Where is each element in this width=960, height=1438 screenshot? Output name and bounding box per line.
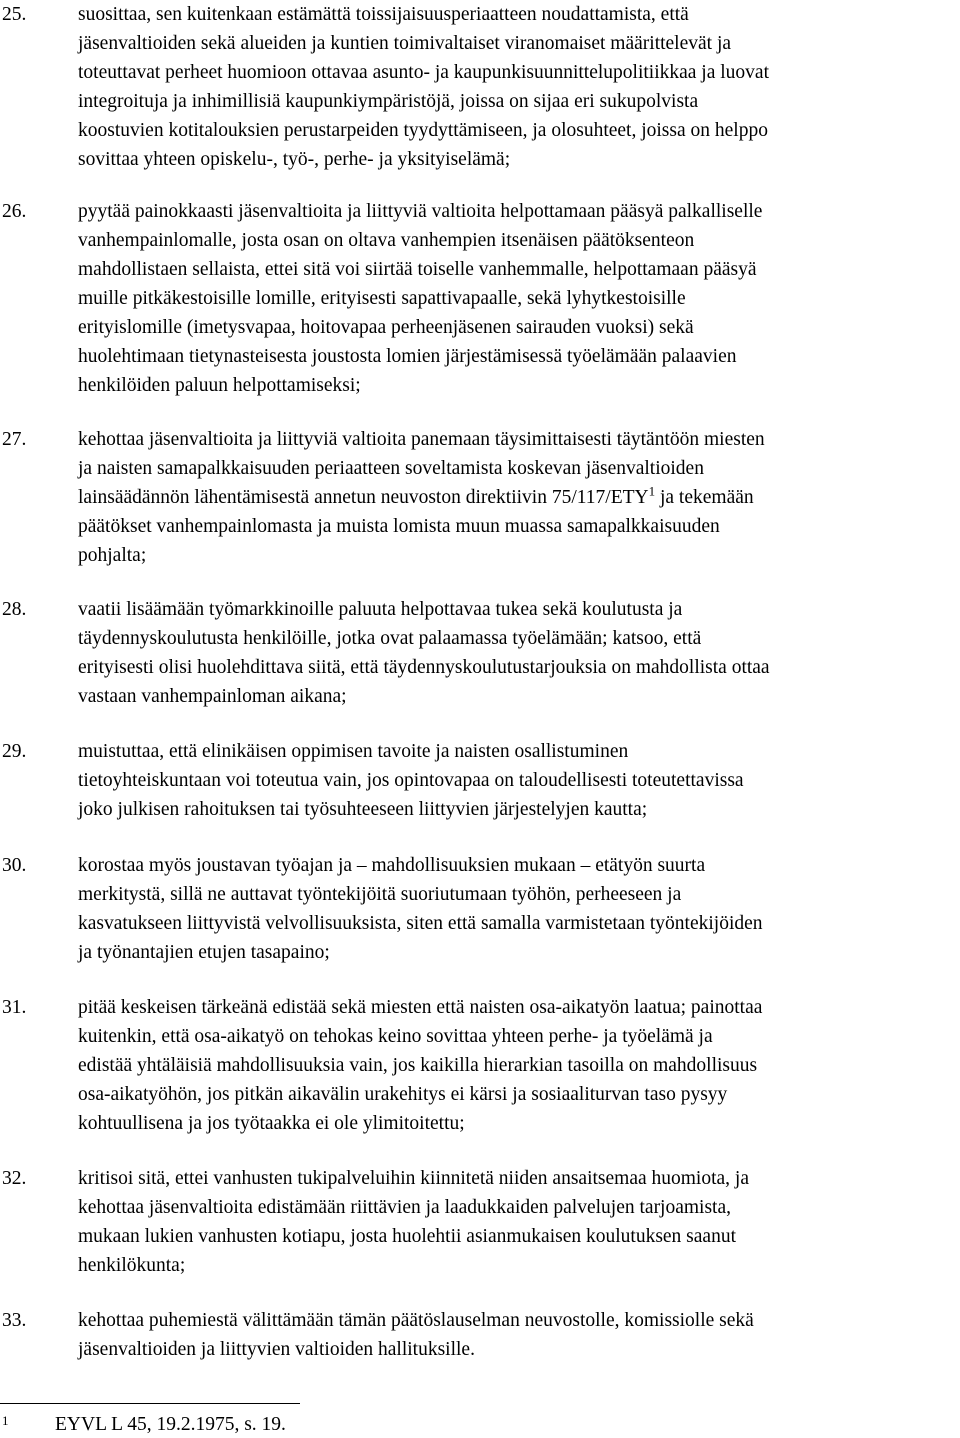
text-line: mukaan lukien vanhusten kotiapu, josta huolehtii asianmukaisen koulutuksen saanut	[78, 1226, 737, 1247]
paragraph-number: 30.	[2, 855, 27, 876]
text-line: toteuttavat perheet huomioon ottavaa asunto- ja kaupunkisuunnittelupolitiikkaa ja luovat	[78, 62, 769, 83]
paragraph-text	[78, 595, 958, 711]
text-line: päätökset vanhempainlomasta ja muista lomista muun muassa samapalkkaisuuden	[78, 516, 720, 537]
text-line: mahdollistaen sellaista, ettei sitä voi siirtää toiselle vanhemmalle, helpottamaan pääsyä	[78, 259, 757, 280]
text-line: pohjalta;	[78, 545, 147, 566]
paragraph-text	[78, 0, 958, 174]
text-line: muille pitkäkestoisille lomille, erityisesti sapattivapaalle, sekä lyhytkestoisille	[78, 288, 686, 309]
text-line: integroituja ja inhimillisiä kaupunkiympäristöjä, joissa on sijaa eri sukupolvista	[78, 91, 699, 112]
text-line: kehottaa jäsenvaltioita edistämään riittävien ja laadukkaiden palvelujen tarjoamista,	[78, 1197, 732, 1218]
text-line: edistää yhtäläisiä mahdollisuuksia vain, jos kaikilla hierarkian tasoilla on mahdollisuus	[78, 1055, 758, 1076]
text-line: erityisesti olisi huolehdittava siitä, että täydennyskoulutustarjouksia on mahdollista ottaa	[78, 657, 770, 678]
paragraph-number: 28.	[2, 599, 27, 620]
text-line: vaatii lisäämään työmarkkinoille paluuta helpottavaa tukea sekä koulutusta ja	[78, 599, 683, 620]
footnote-reference: 1	[648, 483, 656, 499]
paragraph-text	[78, 851, 958, 967]
text-line: ja työnantajien etujen tasapaino;	[78, 942, 330, 963]
text-line: ja naisten samapalkkaisuuden periaatteen soveltamista koskevan jäsenvaltioiden	[78, 458, 704, 479]
text-line: jäsenvaltioiden sekä alueiden ja kuntien toimivaltaiset viranomaiset määrittelevät ja	[78, 33, 732, 54]
paragraph-text	[78, 1164, 958, 1280]
text-line: tietoyhteiskuntaan voi toteutua vain, jos opintovapaa on taloudellisesti toteutettavissa	[78, 770, 744, 791]
text-line: huolehtimaan tietynasteisesta joustosta lomien järjestämisessä työelämään palaavien	[78, 346, 737, 367]
paragraph-text	[78, 425, 958, 570]
text-line: jäsenvaltioiden ja liittyvien valtioiden hallituksille.	[78, 1339, 475, 1360]
paragraph-number: 33.	[2, 1310, 27, 1331]
text-line: erityislomille (imetysvapaa, hoitovapaa perheenjäsenen sairauden vuoksi) sekä	[78, 317, 694, 338]
text-line: henkilöiden paluun helpottamiseksi;	[78, 375, 361, 396]
paragraph-text	[78, 737, 958, 824]
text-line: henkilökunta;	[78, 1255, 186, 1276]
paragraph-number: 32.	[2, 1168, 27, 1189]
paragraph-text	[78, 1306, 958, 1364]
paragraph-number: 29.	[2, 741, 27, 762]
text-line: suosittaa, sen kuitenkaan estämättä toissijaisuusperiaatteen noudattamista, että	[78, 4, 689, 25]
paragraph-number: 26.	[2, 201, 27, 222]
paragraph-number: 25.	[2, 4, 27, 25]
text-line: joko julkisen rahoituksen tai työsuhteeseen liittyvien järjestelyjen kautta;	[78, 799, 648, 820]
text-line: muistuttaa, että elinikäisen oppimisen tavoite ja naisten osallistuminen	[78, 741, 629, 762]
text-line: sovittaa yhteen opiskelu-, työ-, perhe- ja yksityiselämä;	[78, 149, 511, 170]
paragraph-number: 27.	[2, 429, 27, 450]
text-line: vanhempainlomalle, josta osan on oltava vanhempien itsenäisen päätöksenteon	[78, 230, 695, 251]
text-line: osa-aikatyöhön, jos pitkän aikavälin urakehitys ei kärsi ja sosiaaliturvan taso pysyy	[78, 1084, 728, 1105]
text-line: pitää keskeisen tärkeänä edistää sekä miesten että naisten osa-aikatyön laatua; painottaa	[78, 997, 763, 1018]
text-line: korostaa myös joustavan työajan ja – mahdollisuuksien mukaan – etätyön suurta	[78, 855, 706, 876]
paragraph-number: 31.	[2, 997, 27, 1018]
text-line: vastaan vanhempainloman aikana;	[78, 686, 347, 707]
text-line: kohtuullisena ja jos työtaakka ei ole ylimitoitettu;	[78, 1113, 465, 1134]
footnote-number: 1	[2, 1413, 9, 1428]
paragraph-text	[78, 197, 958, 400]
text-line: kasvatukseen liittyvistä velvollisuuksista, siten että samalla varmistetaan työntekijöiden	[78, 913, 763, 934]
text-line: koostuvien kotitalouksien perustarpeiden tyydyttämiseen, ja olosuhteet, joissa on helppo	[78, 120, 768, 141]
text-line: kritisoi sitä, ettei vanhusten tukipalveluihin kiinnitetä niiden ansaitsemaa huomiota, ja	[78, 1168, 749, 1189]
footnote-separator	[0, 1403, 300, 1404]
paragraph-text	[78, 993, 958, 1138]
text-line: pyytää painokkaasti jäsenvaltioita ja liittyviä valtioita helpottamaan pääsyä palkalliselle	[78, 201, 763, 222]
text-line: kehottaa puhemiestä välittämään tämän päätöslauselman neuvostolle, komissiolle sekä	[78, 1310, 754, 1331]
text-line: merkitystä, sillä ne auttavat työntekijöitä suoriutumaan työhön, perheeseen ja	[78, 884, 682, 905]
footnote-text: EYVL L 45, 19.2.1975, s. 19.	[55, 1414, 286, 1435]
text-line: kehottaa jäsenvaltioita ja liittyviä valtioita panemaan täysimittaisesti täytäntöön miesten	[78, 429, 765, 450]
text-line: täydennyskoulutusta henkilöille, jotka ovat palaamassa työelämään; katsoo, että	[78, 628, 702, 649]
text-line: kuitenkin, että osa-aikatyö on tehokas keino sovittaa yhteen perhe- ja työelämä ja	[78, 1026, 713, 1047]
text-line: lainsäädännön lähentämisestä annetun neuvoston direktiivin 75/117/ETY$^1$ ja tekemään	[78, 483, 754, 508]
